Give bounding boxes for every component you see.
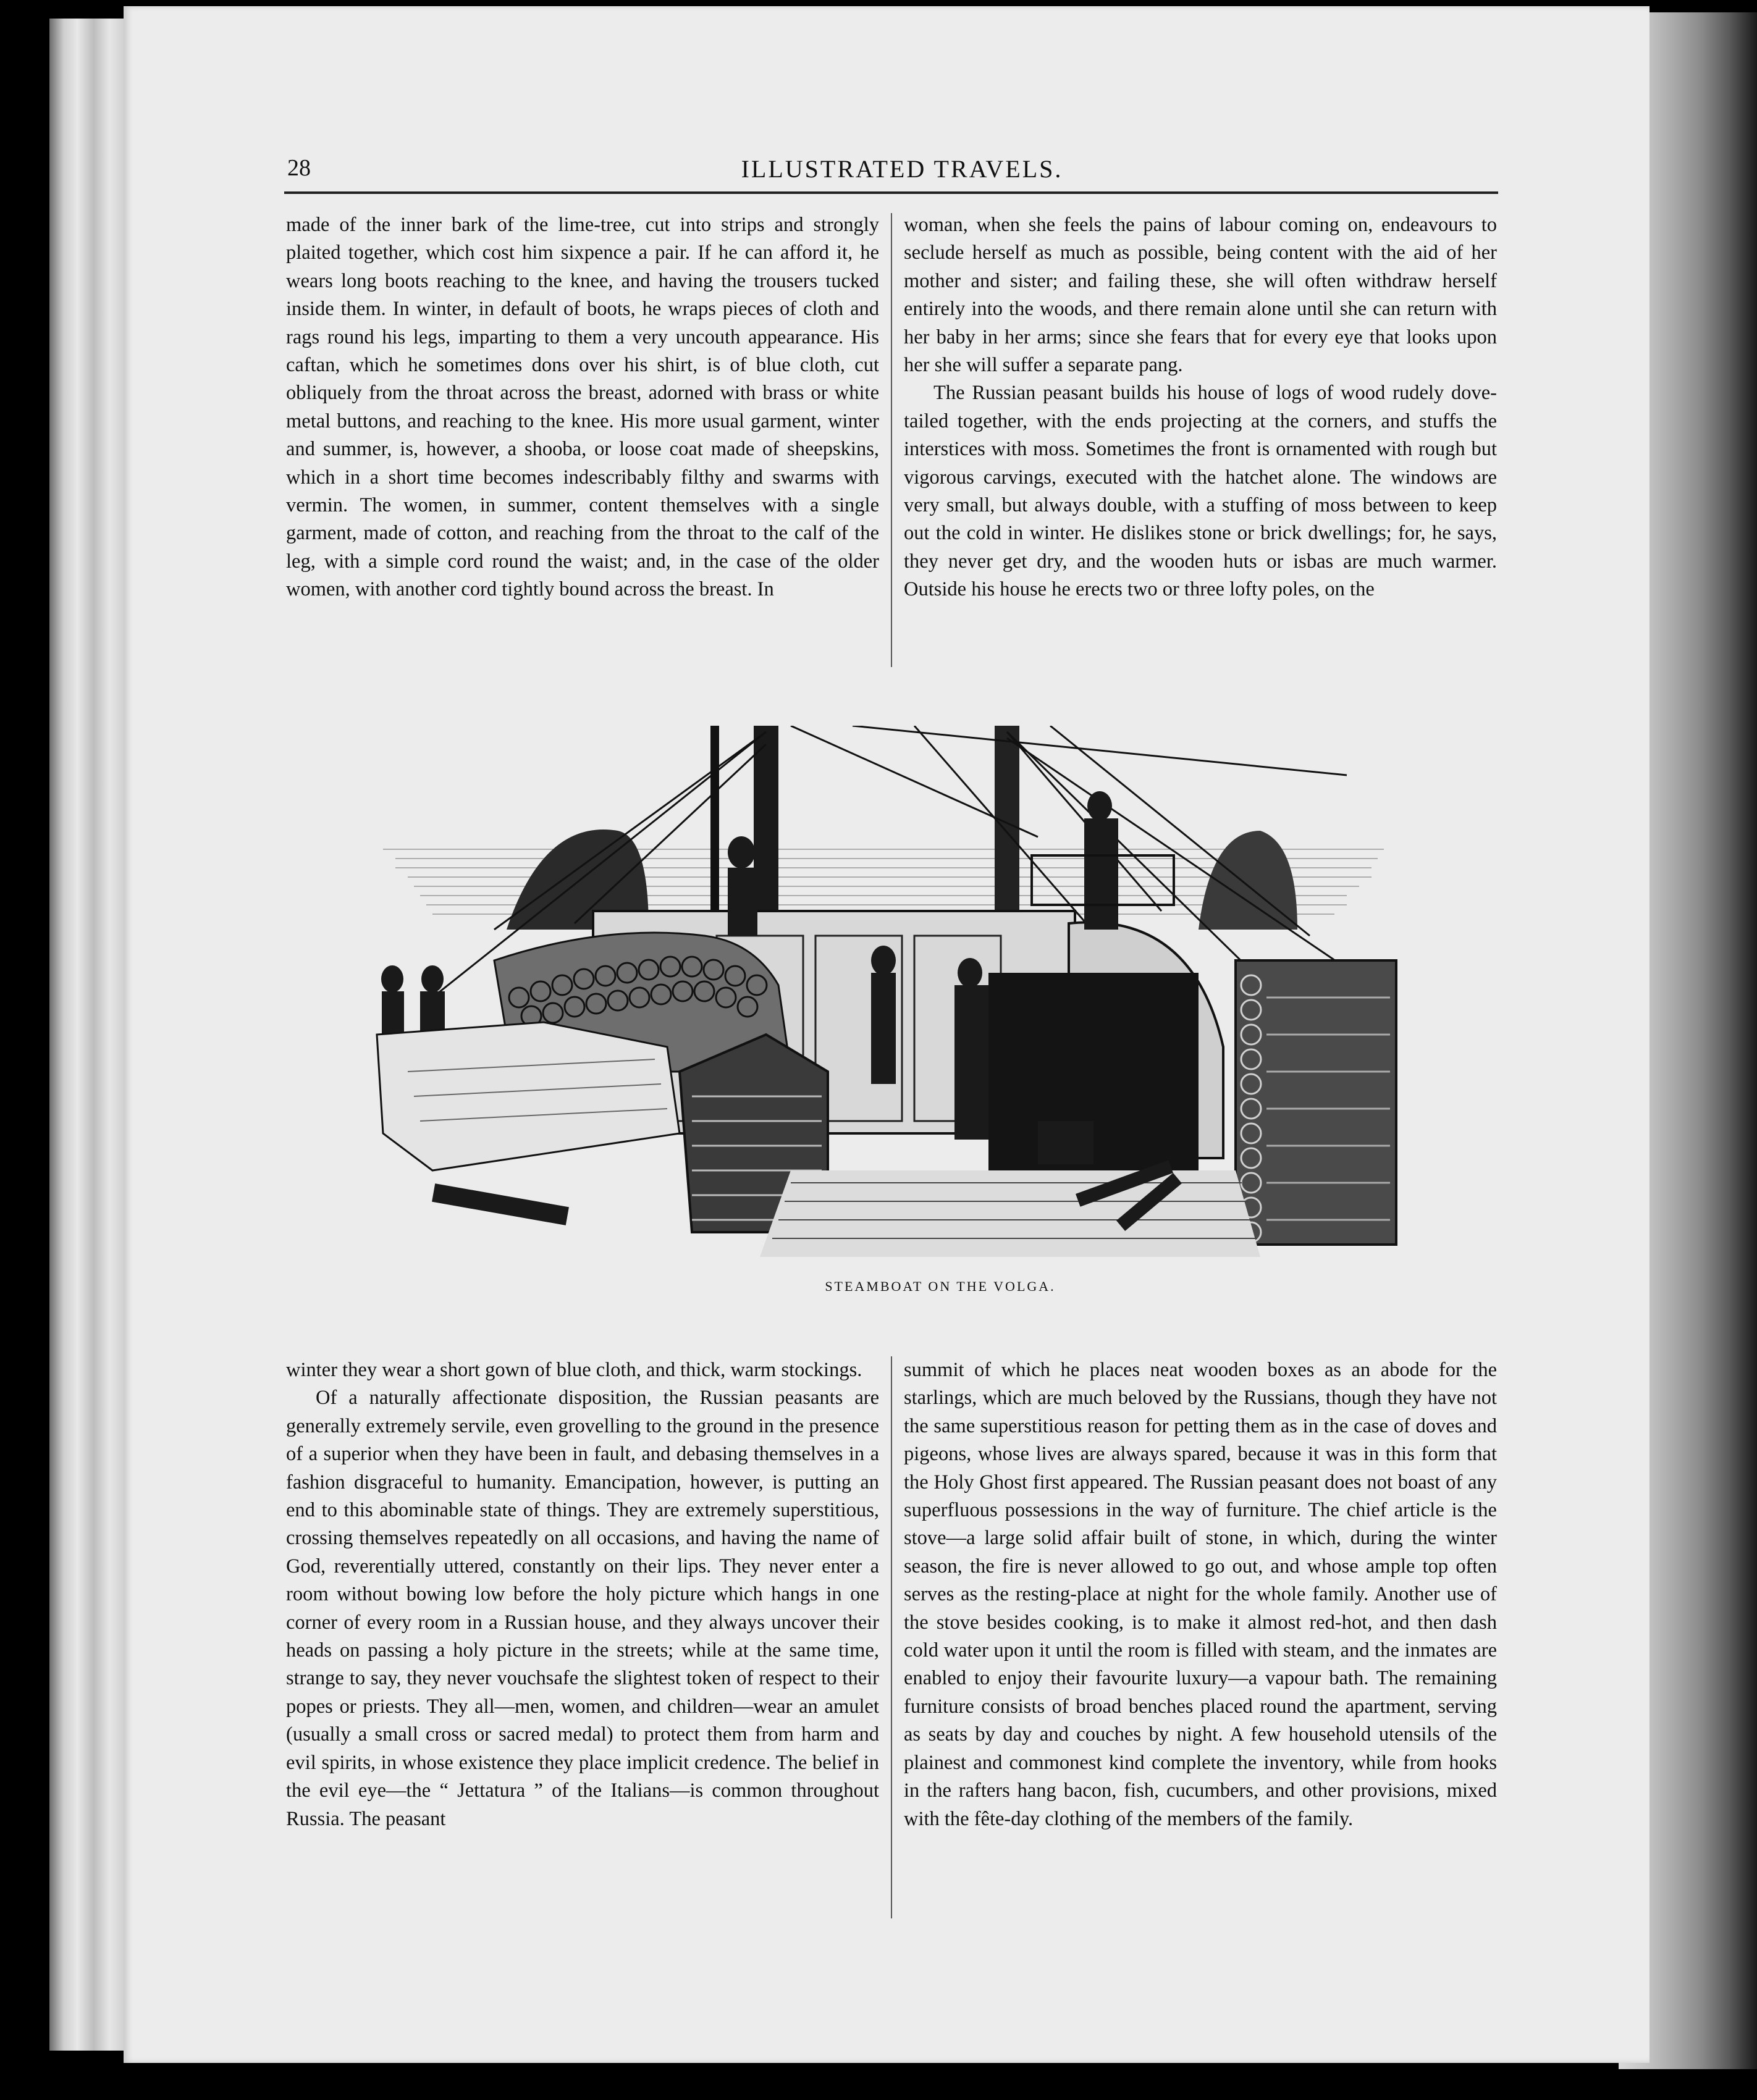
running-title: ILLUSTRATED TRAVELS. (741, 155, 1063, 183)
column-divider (891, 1356, 892, 1918)
page-number: 28 (287, 155, 311, 181)
paragraph: woman, when she feels the pains of labour coming on, endeavours to seclude herself as much as possible, being content with the aid of her mother and sister; and failing these, she will often withdraw herself entirely into the woods, and there remain alone until she can return with her baby in her arms; since she fears that for every eye that looks upon her she will suffer a separate pang. (904, 214, 1497, 377)
column-divider (891, 213, 892, 667)
caption-text: STEAMBOAT ON THE VOLGA. (825, 1279, 1056, 1294)
book-edge (49, 19, 130, 2051)
paragraph: Of a naturally affectionate disposition, the Russian peasants are generally extremely servile, even grovelling to the ground in the presence of a superior when they have been in fault, and debasing themselves in a fashion disgraceful to humanity. Emancipation, however, is putting an end to this abominable state of things. They are extremely superstitious, crossing themselves repeatedly on all occasions, and having the name of God, reverentially uttered, constantly on their lips. They never enter a room without bowing low before the holy picture which hangs in one corner of every room in a Russian house, and they always uncover their heads on passing a holy picture in the streets; while at the same time, strange to say, they never vouchsafe the slightest token of respect to their popes or priests. They all—men, women, and children—wear an amulet (usually a small cross or sacred medal) to protect them from harm and evil spirits, in whose existence they place implicit credence. The belief in the evil eye—the “ Jettatura ” of the Italians—is common throughout Russia. The peasant (286, 1387, 879, 1830)
figure-caption (0, 1279, 1757, 1295)
running-head (287, 154, 1517, 185)
paragraph: The Russian peasant builds his house of logs of wood rudely dove-tailed together, with the ends projecting at the corners, and stuffs the interstices with moss. Sometimes the front is ornamented with rough but vigorous carvings, executed with the hatchet alone. The windows are very small, but always double, with a stuffing of moss between to keep out the cold in winter. He dislikes stone or brick dwellings; for, he says, they never get dry, and the wooden huts or isbas are much warmer. Outside his house he erects two or three lofty poles, on the (904, 382, 1497, 601)
paragraph: winter they wear a short gown of blue cloth, and thick, warm stockings. (286, 1359, 862, 1381)
steamboat-engraving (358, 726, 1409, 1263)
paragraph: made of the inner bark of the lime-tree, cut into strips and strongly plaited together, which cost him sixpence a pair. If he can afford it, he wears long boots reaching to the knee, and having the trousers tucked inside them. In winter, in default of boots, he wraps pieces of cloth and rags round his legs, imparting to them a very uncouth appearance. His caftan, which he sometimes dons over his shirt, is of blue cloth, cut obliquely from the throat across the breast, adorned with brass or white metal buttons, and reaching to the knee. His more usual garment, winter and summer, is, however, a shooba, or loose coat made of sheepskins, which in a short time becomes indescribably filthy and swarms with vermin. The women, in summer, content themselves with a single garment, made of cotton, and reaching from the throat to the calf of the leg, with a simple cord round the waist; and, in the case of the older women, with another cord tightly bound across the breast. In (286, 214, 879, 601)
column-top-left (286, 211, 879, 604)
column-bottom-right (904, 1356, 1497, 1833)
paragraph: summit of which he places neat wooden boxes as an abode for the starlings, which are much beloved by the Russians, though they have not the same superstitious reason for petting them as in the case of doves and pigeons, whose lives are always spared, because it was in this form that the Holy Ghost first appeared. The Russian peasant does not boast of any superfluous possessions in the way of furniture. The chief article is the stove—a large solid affair built of stone, in which, during the winter season, the fire is never allowed to go out, and whose ample top often serves as the resting-place at night for the whole family. Another use of the stove besides cooking, is to make it almost red-hot, and then dash cold water upon it until the room is filled with steam, and the inmates are enabled to enjoy their favourite luxury—a vapour bath. The remaining furniture consists of broad benches placed round the apartment, serving as seats by day and couches by night. A few household utensils of the plainest and commonest kind complete the inventory, while from hooks in the rafters hang bacon, fish, cucumbers, and other provisions, mixed with the fête-day clothing of the members of the family. (904, 1359, 1497, 1830)
column-bottom-left (286, 1356, 879, 1833)
column-top-right (904, 211, 1497, 604)
header-rule (284, 191, 1498, 194)
